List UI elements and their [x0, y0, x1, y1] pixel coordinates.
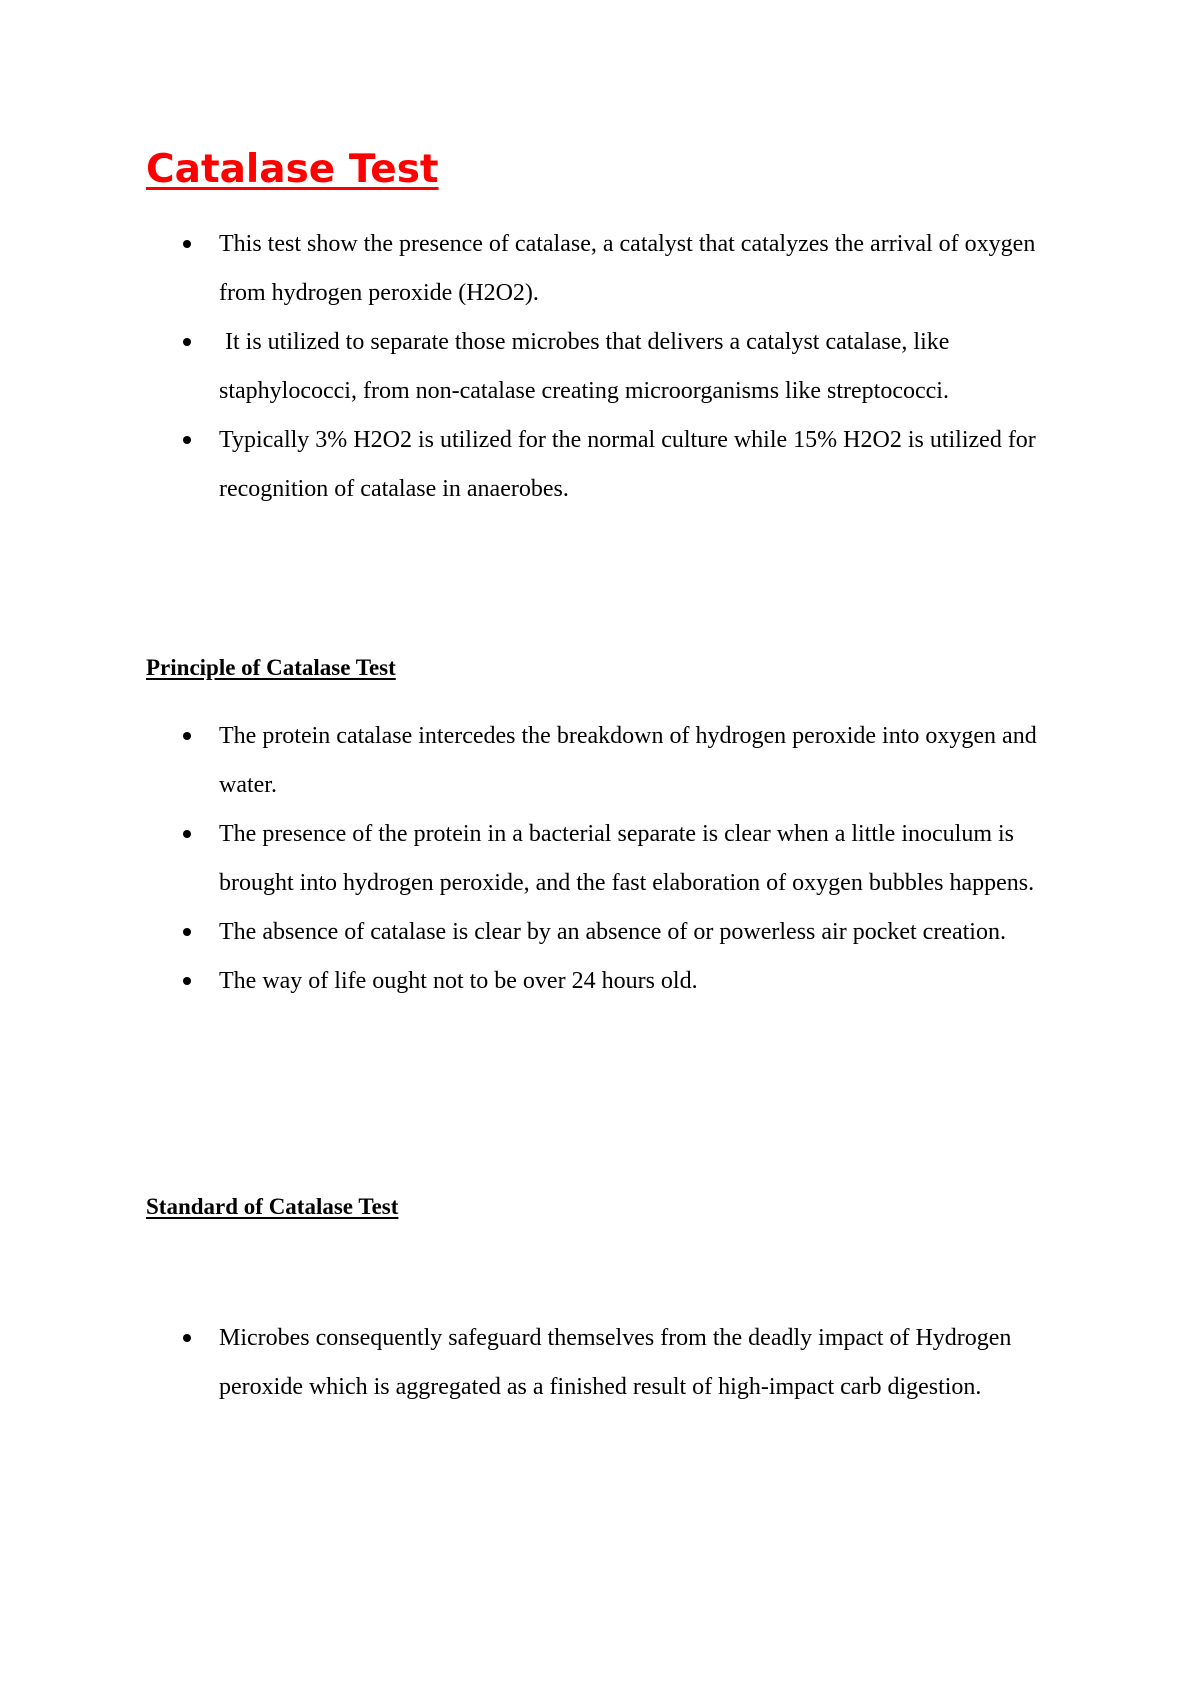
bullet-text: The presence of the protein in a bacterial separate is clear when a little inoculum is brought into hydrogen peroxide, and the fast elaboration of oxygen bubbles happens.: [219, 821, 1035, 896]
bullet-dot-icon: [183, 1334, 191, 1342]
document-title: Catalase Test: [146, 147, 439, 192]
section-heading-principle: Principle of Catalase Test: [146, 655, 396, 680]
bullet-dot-icon: [183, 338, 191, 346]
bullet-dot-icon: [183, 436, 191, 444]
bullet-dot-icon: [183, 830, 191, 838]
list-item: [0, 220, 1069, 318]
principle-bullet-list: [0, 712, 1200, 1006]
standard-bullet-list: [0, 1314, 1200, 1412]
bullet-text: The way of life ought not to be over 24 hours old.: [219, 968, 698, 994]
intro-bullet-list: [0, 220, 1200, 514]
bullet-dot-icon: [183, 977, 191, 985]
list-item: [0, 957, 1069, 1006]
bullet-dot-icon: [183, 732, 191, 740]
bullet-text: Typically 3% H2O2 is utilized for the normal culture while 15% H2O2 is utilized for recognition of catalase in anaerobes.: [219, 427, 1036, 502]
bullet-dot-icon: [183, 240, 191, 248]
list-item: [0, 318, 1069, 416]
list-item: [0, 712, 1069, 810]
bullet-text: Microbes consequently safeguard themselves from the deadly impact of Hydrogen peroxide which is aggregated as a finished result of high-impact carb digestion.: [219, 1325, 1012, 1400]
bullet-text: The protein catalase intercedes the breakdown of hydrogen peroxide into oxygen and water.: [219, 723, 1037, 798]
bullet-text: It is utilized to separate those microbes that delivers a catalyst catalase, like staphylococci, from non-catalase creating microorganisms like streptococci.: [219, 329, 956, 404]
list-item: [0, 1314, 1069, 1412]
list-item: [0, 810, 1069, 908]
section-heading-standard: Standard of Catalase Test: [146, 1194, 399, 1219]
bullet-text: The absence of catalase is clear by an absence of or powerless air pocket creation.: [219, 919, 1006, 945]
list-item: [0, 416, 1069, 514]
bullet-text: This test show the presence of catalase, a catalyst that catalyzes the arrival of oxygen from hydrogen peroxide (H2O2).: [219, 231, 1036, 306]
list-item: [0, 908, 1069, 957]
bullet-dot-icon: [183, 928, 191, 936]
